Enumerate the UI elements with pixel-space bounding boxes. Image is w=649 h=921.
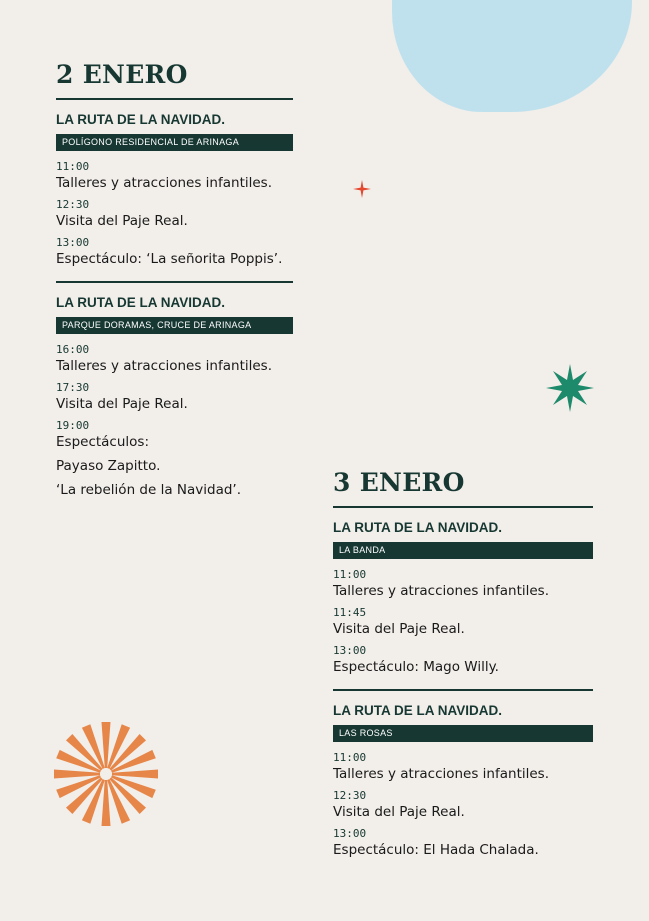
event-item xyxy=(333,606,593,639)
event-time: 17:30 xyxy=(56,381,90,394)
location-label: LA BANDA xyxy=(333,542,593,559)
event-item xyxy=(333,568,593,601)
event-item xyxy=(56,198,293,231)
star-green-icon xyxy=(546,364,594,412)
block-title: LA RUTA DE LA NAVIDAD. xyxy=(56,295,225,310)
divider xyxy=(56,281,293,283)
sparkle-red-icon xyxy=(353,180,371,198)
location-label: LAS ROSAS xyxy=(333,725,593,742)
event-time: 13:00 xyxy=(333,644,367,657)
event-time: 11:00 xyxy=(333,751,367,764)
event-time: 11:00 xyxy=(333,568,367,581)
event-description: Visita del Paje Real. xyxy=(333,804,465,820)
event-description: Espectáculo: Mago Willy. xyxy=(333,659,499,675)
sunburst-ray xyxy=(112,770,158,779)
event-time: 11:00 xyxy=(56,160,90,173)
block-title: LA RUTA DE LA NAVIDAD. xyxy=(333,703,502,718)
sunburst-orange-icon xyxy=(52,720,160,828)
divider xyxy=(333,506,593,508)
event-item xyxy=(333,827,593,860)
event-extra-line: Payaso Zapitto. xyxy=(56,458,161,474)
event-item xyxy=(56,343,293,376)
event-item xyxy=(333,644,593,677)
event-time: 13:00 xyxy=(56,236,90,249)
event-description: Visita del Paje Real. xyxy=(56,213,188,229)
schedule-block xyxy=(56,112,293,269)
sunburst-ray xyxy=(102,780,111,826)
event-time: 16:00 xyxy=(56,343,90,356)
event-description: Visita del Paje Real. xyxy=(333,621,465,637)
divider xyxy=(333,689,593,691)
event-description: Espectáculo: El Hada Chalada. xyxy=(333,842,539,858)
event-item xyxy=(56,419,293,500)
block-title: LA RUTA DE LA NAVIDAD. xyxy=(56,112,225,127)
block-title: LA RUTA DE LA NAVIDAD. xyxy=(333,520,502,535)
event-item xyxy=(56,160,293,193)
event-description: Espectáculo: ‘La señorita Poppis’. xyxy=(56,251,283,267)
event-extra-line: ‘La rebelión de la Navidad’. xyxy=(56,482,242,498)
schedule-block xyxy=(333,703,593,860)
event-item xyxy=(56,236,293,269)
event-time: 12:30 xyxy=(333,789,367,802)
event-description: Talleres y atracciones infantiles. xyxy=(56,358,272,374)
sunburst-ray xyxy=(102,722,111,768)
day-title: 2 ENERO xyxy=(56,60,188,89)
event-description: Visita del Paje Real. xyxy=(56,396,188,412)
day-column-2-enero xyxy=(56,60,293,505)
event-time: 13:00 xyxy=(333,827,367,840)
event-item xyxy=(333,789,593,822)
day-column-3-enero xyxy=(333,468,593,865)
schedule-block xyxy=(333,520,593,677)
day-title: 3 ENERO xyxy=(333,468,465,497)
event-item xyxy=(56,381,293,414)
event-time: 11:45 xyxy=(333,606,367,619)
divider xyxy=(56,98,293,100)
decorative-blue-blob xyxy=(392,0,632,112)
sunburst-ray xyxy=(54,770,100,779)
schedule-block xyxy=(56,295,293,500)
location-label: POLÍGONO RESIDENCIAL DE ARINAGA xyxy=(56,134,293,151)
event-description: Talleres y atracciones infantiles. xyxy=(56,175,272,191)
event-time: 12:30 xyxy=(56,198,90,211)
event-description: Talleres y atracciones infantiles. xyxy=(333,766,549,782)
event-description: Espectáculos: xyxy=(56,434,149,450)
event-time: 19:00 xyxy=(56,419,90,432)
location-label: PARQUE DORAMAS, CRUCE DE ARINAGA xyxy=(56,317,293,334)
event-description: Talleres y atracciones infantiles. xyxy=(333,583,549,599)
event-item xyxy=(333,751,593,784)
